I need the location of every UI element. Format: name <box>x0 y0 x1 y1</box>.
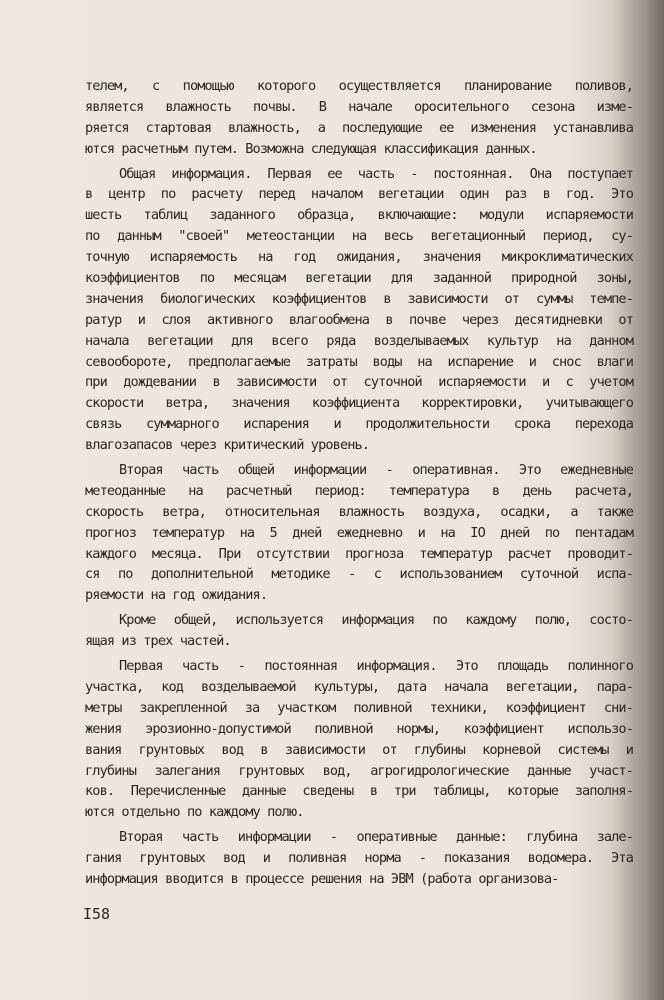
text-line: влагозапасов через критический уровень. <box>85 437 370 454</box>
text-line: скорость ветра, относительная влажность воздуха, осадки, а также <box>85 503 633 520</box>
text-line: при дождевании в зависимости от суточной испаряемости и с учетом <box>85 374 633 391</box>
text-line: по данным "своей" метеостанции на весь вегетационный период, су- <box>85 228 633 245</box>
text-line: ются расчетным путем. Возможна следующая классификация данных. <box>85 140 537 157</box>
text-line: прогноз температур на 5 дней ежедневно и на IO дней по пентадам <box>85 524 633 541</box>
text-line: Кроме общей, используется информация по каждому полю, состо- <box>119 612 633 629</box>
text-line: информация вводится в процессе решения на ЭВМ (работа организова- <box>85 870 559 887</box>
text-line: Вторая часть общей информации - оперативная. Это ежедневные <box>119 462 633 479</box>
text-line: метеоданные на расчетный период: температура в день расчета, <box>85 482 633 499</box>
text-line: коэффициентов по месяцам вегетации для заданной природной зоны, <box>85 270 633 287</box>
text-line: ков. Перечисленные данные сведены в три таблицы, которые заполня- <box>85 783 633 800</box>
text-line: ются отдельно по каждому полю. <box>85 804 304 821</box>
paragraph <box>85 460 633 606</box>
paragraph <box>85 827 633 890</box>
text-line: каждого месяца. При отсутствии прогноза температур расчет проводит- <box>85 545 633 562</box>
text-line: ратур и слоя активного влагообмена в почве через десятидневки от <box>85 311 633 328</box>
text-line: Первая часть - постоянная информация. Это площадь полинного <box>119 658 633 675</box>
text-line: Общая информация. Первая ее часть - постоянная. Она поступает <box>119 165 633 182</box>
page-number: I58 <box>83 905 111 923</box>
text-line: телем, с помощью которого осуществляется планирование поливов, <box>85 78 633 94</box>
text-line: вания грунтовых вод в зависимости от глубины корневой системы и <box>85 741 633 758</box>
text-line: точную испаряемость на год ожидания, значения микроклиматических <box>85 249 633 266</box>
text-line: шесть таблиц заданного образца, включающие: модули испаряемости <box>85 207 633 224</box>
text-line: ряется стартовая влажность, а последующие ее изменения устанавлива <box>85 119 633 136</box>
text-line: в центр по расчету перед началом вегетации один раз в год. Это <box>85 186 633 203</box>
text-line: значения биологических коэффициентов в зависимости от суммы темпе- <box>85 290 633 307</box>
text-line: севообороте, предполагаемые затраты воды на испарение и снос влаги <box>85 353 633 370</box>
text-line: ящая из трех частей. <box>85 633 231 650</box>
text-line: Вторая часть информации - оперативные данные: глубина зале- <box>119 829 633 846</box>
body-text <box>85 76 633 890</box>
text-line: ряемости на год ожидания. <box>85 587 268 604</box>
text-line: связь суммарного испарения и продолжительности срока перехода <box>85 416 633 433</box>
text-line: является влажность почвы. В начале оросительного сезона изме- <box>85 98 633 115</box>
text-line: ся по дополнительной методике - с использованием суточной испа- <box>85 566 633 583</box>
text-line: глубины залегания грунтовых вод, агрогидрологические данные участ- <box>85 762 633 779</box>
text-line: гания грунтовых вод и поливная норма - показания водомера. Эта <box>85 850 633 867</box>
text-line: жения эрозионно-допустимой поливной нормы, коэффициент использо- <box>85 720 633 737</box>
text-line: скорости ветра, значения коэффициента корректировки, учитывающего <box>85 395 633 412</box>
paragraph <box>85 656 633 823</box>
text-line: начала вегетации для всего ряда возделываемых культур на данном <box>85 332 633 349</box>
text-line: участка, код возделываемой культуры, дата начала вегетации, пара- <box>85 678 633 695</box>
text-line: метры закрепленной за участком поливной техники, коэффициент сни- <box>85 699 633 716</box>
paragraph <box>85 76 633 160</box>
paragraph <box>85 610 633 652</box>
paragraph <box>85 164 633 456</box>
